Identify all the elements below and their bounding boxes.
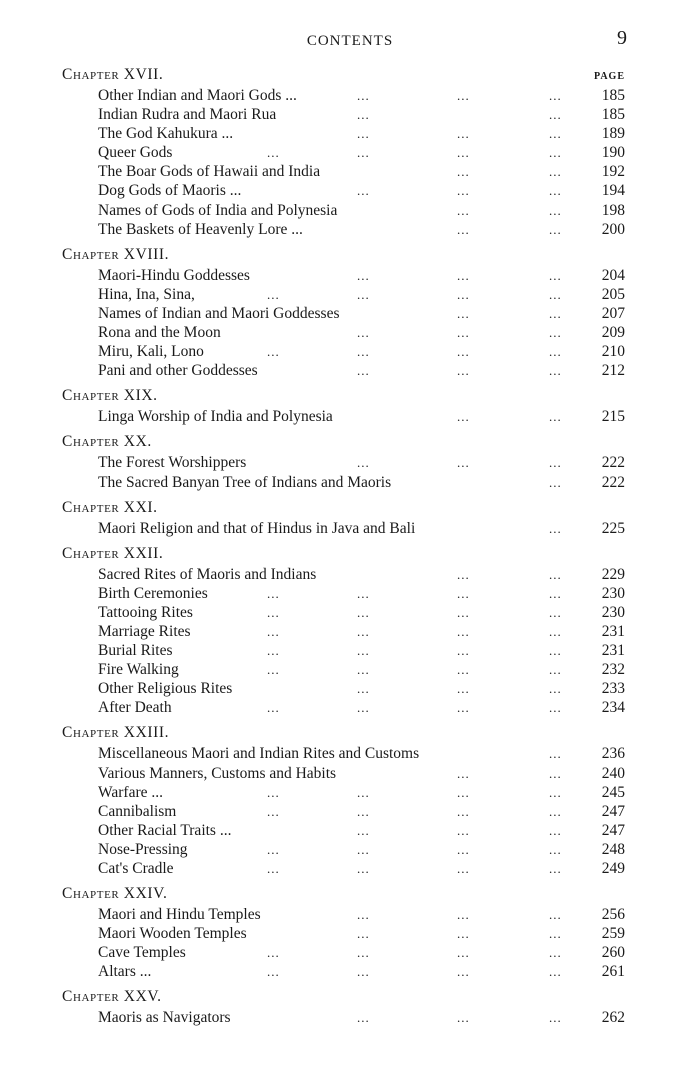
leader-dots: ... [357,604,370,620]
leader-dots: ... [357,585,370,601]
leader-dots: ... [457,1010,470,1026]
toc-entry [62,86,627,105]
leader-dots: ... [357,455,370,471]
toc-entry [62,584,627,603]
leader-dots: ... [457,126,470,142]
entry-page: 230 [601,584,625,602]
leader-dots: ... [357,107,370,123]
entry-title: Dog Gods of Maoris ... [98,182,242,200]
leader-dots: ... [549,267,562,283]
toc-entry [62,220,627,239]
chapter-heading [62,384,627,407]
chapter-section [62,882,627,985]
entry-page: 200 [601,220,625,238]
leader-dots: ... [457,784,470,800]
leader-dots: ... [549,1010,562,1026]
toc-entry [62,323,627,342]
toc-entry [62,622,627,641]
chapter-section [62,63,627,243]
leader-dots: ... [357,945,370,961]
toc-entry [62,783,627,802]
entry-title: The Forest Worshippers [98,454,247,472]
leader-dots: ... [457,700,470,716]
chapter-section [62,430,627,495]
toc-entry [62,603,627,622]
entry-page: 204 [601,266,625,284]
entry-page: 207 [601,304,625,322]
toc-entry [62,924,627,943]
entry-title: Other Religious Rites [98,680,233,698]
leader-dots: ... [457,964,470,980]
leader-dots: ... [267,945,280,961]
leader-dots: ... [549,325,562,341]
leader-dots: ... [267,344,280,360]
leader-dots: ... [357,964,370,980]
leader-dots: ... [267,700,280,716]
toc-entry [62,840,627,859]
leader-dots: ... [549,107,562,123]
chapter-heading-text: Chapter XXIII. [62,724,170,742]
leader-dots: ... [457,409,470,425]
entry-page: 236 [601,745,625,763]
toc-entry [62,641,627,660]
leader-dots: ... [549,746,562,762]
leader-dots: ... [549,126,562,142]
leader-dots: ... [549,926,562,942]
leader-dots: ... [457,662,470,678]
entry-page: 230 [601,603,625,621]
leader-dots: ... [357,286,370,302]
entry-page: 261 [601,963,625,981]
entry-page: 259 [601,925,625,943]
leader-dots: ... [457,926,470,942]
table-of-contents [62,63,627,1032]
chapter-heading-text: Chapter XVII. [62,66,164,83]
toc-entry [62,744,627,763]
leader-dots: ... [357,662,370,678]
entry-page: 229 [601,565,625,583]
toc-entry [62,943,627,962]
leader-dots: ... [457,623,470,639]
entry-page: 232 [601,661,625,679]
chapter-section [62,542,627,722]
chapter-heading-text: Chapter XXIV. [62,885,168,903]
leader-dots: ... [267,286,280,302]
entry-page: 233 [601,680,625,698]
toc-entry [62,162,627,181]
toc-entry [62,342,627,361]
chapter-heading [62,721,627,744]
entry-title: The Sacred Banyan Tree of Indians and Maoris [98,473,392,491]
entry-page: 260 [601,944,625,962]
leader-dots: ... [457,202,470,218]
leader-dots: ... [549,907,562,923]
entry-page: 234 [601,699,625,717]
leader-dots: ... [549,784,562,800]
leader-dots: ... [457,643,470,659]
chapter-section [62,985,627,1031]
entry-title: After Death [98,699,172,717]
leader-dots: ... [549,566,562,582]
leader-dots: ... [357,861,370,876]
leader-dots: ... [549,164,562,180]
leader-dots: ... [357,784,370,800]
entry-title: Maori-Hindu Goddesses [98,266,250,284]
entry-page: 240 [601,764,625,782]
leader-dots: ... [549,202,562,218]
leader-dots: ... [357,822,370,838]
leader-dots: ... [267,803,280,819]
leader-dots: ... [549,286,562,302]
leader-dots: ... [357,363,370,379]
leader-dots: ... [357,623,370,639]
entry-page: 212 [601,362,625,380]
leader-dots: ... [549,88,562,103]
leader-dots: ... [457,841,470,857]
entry-title: Cave Temples [98,944,186,962]
leader-dots: ... [457,286,470,302]
leader-dots: ... [457,765,470,781]
leader-dots: ... [457,822,470,838]
leader-dots: ... [549,822,562,838]
entry-title: Fire Walking [98,661,179,679]
chapter-heading [62,985,627,1008]
leader-dots: ... [549,363,562,379]
toc-entry [62,660,627,679]
chapter-heading [62,882,627,905]
entry-page: 210 [601,343,625,361]
entry-title: Birth Ceremonies [98,584,208,602]
leader-dots: ... [549,662,562,678]
leader-dots: ... [549,221,562,237]
leader-dots: ... [549,765,562,781]
entry-title: Miru, Kali, Lono [98,343,204,361]
entry-title: Linga Worship of India and Polynesia [98,408,333,426]
leader-dots: ... [549,861,562,876]
leader-dots: ... [549,841,562,857]
toc-entry [62,802,627,821]
chapter-heading-text: Chapter XIX. [62,387,158,405]
leader-dots: ... [357,267,370,283]
leader-dots: ... [457,455,470,471]
entry-title: Warfare ... [98,783,164,801]
toc-entry [62,679,627,698]
entry-page: 225 [601,519,625,537]
leader-dots: ... [457,945,470,961]
leader-dots: ... [357,907,370,923]
entry-title: Marriage Rites [98,622,191,640]
chapter-heading [62,542,627,565]
entry-title: The Baskets of Heavenly Lore ... [98,220,303,238]
entry-page: 247 [601,802,625,820]
leader-dots: ... [457,88,470,103]
toc-entry [62,304,627,323]
leader-dots: ... [457,183,470,199]
chapter-heading [62,430,627,453]
entry-page: 262 [601,1009,625,1027]
running-title: CONTENTS [306,33,394,49]
leader-dots: ... [357,1010,370,1026]
leader-dots: ... [549,700,562,716]
chapter-heading-text: Chapter XVIII. [62,245,170,263]
entry-page: 222 [601,473,625,491]
leader-dots: ... [267,662,280,678]
leader-dots: ... [357,145,370,161]
toc-entry [62,105,627,124]
leader-dots: ... [549,945,562,961]
leader-dots: ... [549,520,562,536]
toc-entry [62,143,627,162]
toc-entry [62,266,627,285]
chapter-section [62,721,627,882]
toc-entry [62,361,627,380]
entry-title: Maori and Hindu Temples [98,906,261,924]
toc-entry [62,1008,627,1027]
leader-dots: ... [357,700,370,716]
leader-dots: ... [267,643,280,659]
chapter-heading-text: Chapter XXI. [62,498,158,516]
leader-dots: ... [549,964,562,980]
leader-dots: ... [457,681,470,697]
entry-title: Burial Rites [98,642,173,660]
toc-entry [62,698,627,717]
leader-dots: ... [267,964,280,980]
section-gap [62,1028,627,1032]
leader-dots: ... [357,681,370,697]
toc-entry [62,181,627,200]
entry-page: 256 [601,906,625,924]
entry-title: The Boar Gods of Hawaii and India [98,163,321,181]
entry-page: 189 [601,125,625,143]
entry-page: 209 [601,324,625,342]
entry-title: Cat's Cradle [98,860,174,877]
entry-title: Rona and the Moon [98,324,221,342]
leader-dots: ... [549,604,562,620]
entry-page: 231 [601,642,625,660]
chapter-section [62,243,627,385]
entry-page: 248 [601,840,625,858]
entry-page: 231 [601,622,625,640]
chapter-heading [62,496,627,519]
leader-dots: ... [267,623,280,639]
entry-page: 194 [601,182,625,200]
toc-entry [62,407,627,426]
leader-dots: ... [357,803,370,819]
leader-dots: ... [549,305,562,321]
chapter-section [62,384,627,430]
leader-dots: ... [267,841,280,857]
leader-dots: ... [549,803,562,819]
entry-page: 245 [601,783,625,801]
entry-title: Other Indian and Maori Gods ... [98,87,297,104]
entry-page: 192 [601,163,625,181]
chapter-heading-text: Chapter XX. [62,433,152,451]
leader-dots: ... [457,305,470,321]
page-number: 9 [617,27,627,49]
toc-entry [62,285,627,304]
page-column-label: PAGE [593,71,625,82]
entry-page: 185 [601,106,625,124]
running-head [0,27,700,53]
toc-entry [62,453,627,472]
leader-dots: ... [357,926,370,942]
entry-title: Maori Religion and that of Hindus in Java and Bali [98,519,416,537]
leader-dots: ... [457,604,470,620]
leader-dots: ... [267,784,280,800]
leader-dots: ... [457,907,470,923]
leader-dots: ... [357,643,370,659]
leader-dots: ... [267,861,280,876]
entry-title: Altars ... [98,963,152,981]
entry-title: Names of Gods of India and Polynesia [98,201,338,219]
leader-dots: ... [357,126,370,142]
toc-entry [62,519,627,538]
leader-dots: ... [549,183,562,199]
leader-dots: ... [357,841,370,857]
entry-title: Sacred Rites of Maoris and Indians [98,565,317,583]
leader-dots: ... [457,325,470,341]
leader-dots: ... [549,643,562,659]
entry-page: 249 [601,860,625,877]
leader-dots: ... [549,145,562,161]
chapter-heading-text: Chapter XXII. [62,544,164,562]
leader-dots: ... [549,474,562,490]
leader-dots: ... [357,344,370,360]
entry-title: Other Racial Traits ... [98,821,232,839]
toc-entry [62,821,627,840]
toc-entry [62,962,627,981]
leader-dots: ... [357,183,370,199]
chapter-section [62,496,627,542]
leader-dots: ... [457,363,470,379]
entry-page: 222 [601,454,625,472]
leader-dots: ... [457,861,470,876]
leader-dots: ... [357,325,370,341]
toc-entry [62,124,627,143]
leader-dots: ... [457,164,470,180]
leader-dots: ... [549,623,562,639]
leader-dots: ... [549,344,562,360]
entry-title: Various Manners, Customs and Habits [98,764,337,782]
entry-page: 205 [601,285,625,303]
leader-dots: ... [457,585,470,601]
entry-page: 190 [601,144,625,162]
leader-dots: ... [549,681,562,697]
leader-dots: ... [357,88,370,103]
leader-dots: ... [457,344,470,360]
leader-dots: ... [457,566,470,582]
entry-page: 247 [601,821,625,839]
toc-entry [62,201,627,220]
entry-title: Queer Gods [98,144,173,162]
leader-dots: ... [549,409,562,425]
entry-title: Maoris as Navigators [98,1009,231,1027]
toc-entry [62,905,627,924]
leader-dots: ... [457,803,470,819]
entry-title: Names of Indian and Maori Goddesses [98,304,340,322]
leader-dots: ... [267,145,280,161]
entry-title: Tattooing Rites [98,603,193,621]
entry-title: Cannibalism [98,802,177,820]
entry-title: Nose-Pressing [98,840,188,858]
leader-dots: ... [549,585,562,601]
toc-entry [62,565,627,584]
leader-dots: ... [267,585,280,601]
chapter-heading-text: Chapter XXV. [62,988,162,1006]
leader-dots: ... [549,455,562,471]
toc-entry [62,859,627,878]
entry-title: Hina, Ina, Sina, [98,285,195,303]
entry-title: Indian Rudra and Maori Rua [98,106,277,124]
leader-dots: ... [457,267,470,283]
leader-dots: ... [457,145,470,161]
entry-title: The God Kahukura ... [98,125,234,143]
entry-title: Maori Wooden Temples [98,925,247,943]
entry-page: 198 [601,201,625,219]
toc-entry [62,473,627,492]
chapter-heading [62,243,627,266]
entry-title: Miscellaneous Maori and Indian Rites and Customs [98,745,420,763]
leader-dots: ... [267,604,280,620]
leader-dots: ... [457,221,470,237]
toc-entry [62,764,627,783]
entry-title: Pani and other Goddesses [98,362,258,380]
chapter-heading [62,63,627,86]
entry-page: 215 [601,408,625,426]
entry-page: 185 [601,87,625,104]
